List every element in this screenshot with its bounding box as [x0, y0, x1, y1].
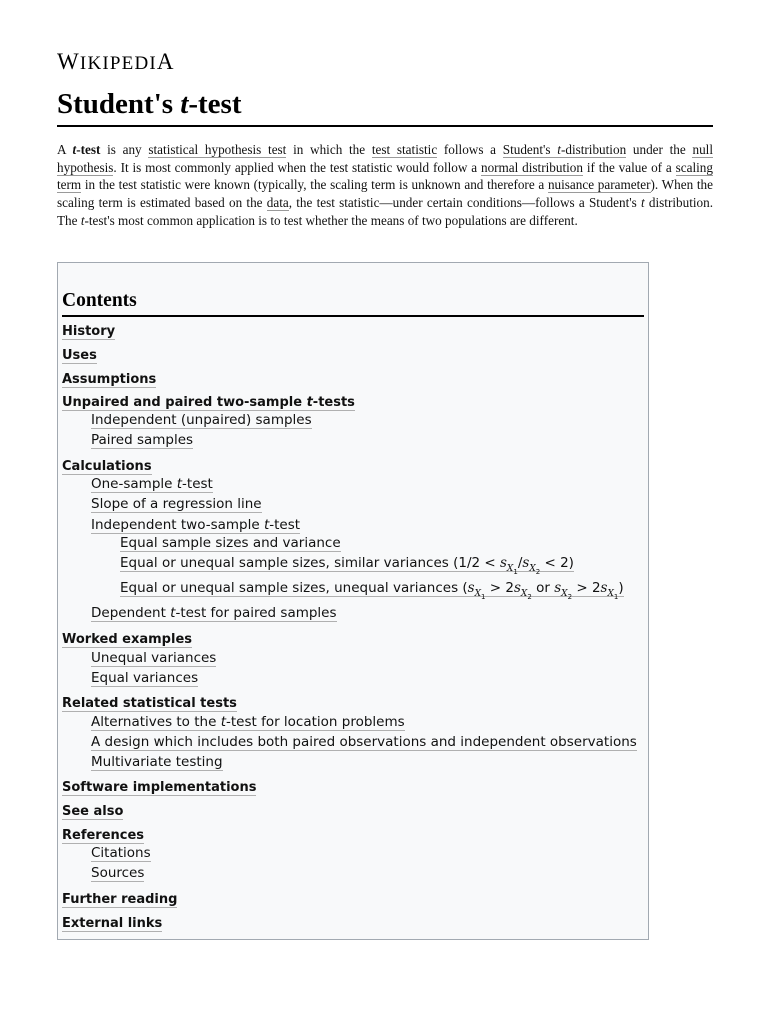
link-null-hypothesis[interactable]: null hypothesis [57, 142, 713, 175]
toc-item-references[interactable]: References [62, 828, 145, 843]
toc-item-unequal-variances[interactable]: Equal or unequal sample sizes, unequal variances ($s_{X_1} > 2s_{X_2}$ or $s_{X_2} > 2s_{X_1}$) [120, 580, 624, 601]
wikipedia-logo[interactable] [57, 49, 175, 75]
toc-item-external-links[interactable]: External links [62, 916, 163, 931]
link-statistical-hypothesis-test[interactable]: statistical hypothesis test [148, 142, 287, 157]
link-nuisance-parameter[interactable]: nuisance parameter [547, 177, 651, 193]
toc-item-related[interactable]: Related statistical tests [62, 696, 237, 711]
link-normal-distribution[interactable]: normal distribution [480, 159, 583, 175]
toc-item-unequal[interactable]: Unequal variances [91, 650, 217, 666]
toc-item-independent-two-sample[interactable]: Independent two-sample t-test [91, 517, 301, 533]
toc-item-software[interactable]: Software implementations [62, 780, 257, 795]
toc-item-worked-examples[interactable]: Worked examples [62, 632, 192, 647]
logo-text: IKIPEDI [79, 53, 157, 74]
logo-letter: W [57, 49, 80, 74]
toc-item-sources[interactable]: Sources [91, 865, 145, 881]
toc-item-uses[interactable]: Uses [62, 348, 97, 363]
toc-item-similar-variances[interactable]: Equal or unequal sample sizes, similar variances $(1/2 < s_{X_1}/s_{X_2} < 2)$ [120, 555, 574, 576]
toc-item-dependent[interactable]: Dependent t-test for paired samples [91, 605, 337, 621]
toc-item-slope[interactable]: Slope of a regression line [91, 496, 262, 512]
page-title: Student's t-test [57, 86, 713, 127]
toc-title: Contents [62, 289, 644, 317]
toc-item-paired-samples[interactable]: Paired samples [91, 432, 194, 448]
toc-item-alternatives[interactable]: Alternatives to the t-test for location problems [91, 714, 405, 730]
toc-item-unpaired-paired[interactable]: Unpaired and paired two-sample t-tests [62, 395, 355, 410]
toc-item-see-also[interactable]: See also [62, 804, 124, 819]
toc-item-one-sample[interactable]: One-sample t-test [91, 476, 213, 492]
table-of-contents [57, 262, 649, 940]
logo-letter: A [156, 49, 175, 74]
toc-item-design[interactable]: A design which includes both paired observations and independent observations [91, 734, 637, 750]
toc-item-independent-samples[interactable]: Independent (unpaired) samples [91, 412, 312, 428]
link-scaling-term[interactable]: scaling term [57, 159, 713, 193]
toc-item-history[interactable]: History [62, 324, 116, 339]
link-students-t-distribution[interactable]: Student's t-distribution [502, 142, 627, 157]
toc-item-equal-sizes[interactable]: Equal sample sizes and variance [120, 535, 341, 551]
toc-item-further-reading[interactable]: Further reading [62, 892, 178, 907]
link-test-statistic[interactable]: test statistic [371, 142, 438, 157]
link-data[interactable]: data [266, 195, 289, 211]
toc-item-citations[interactable]: Citations [91, 845, 151, 861]
toc-item-calculations[interactable]: Calculations [62, 459, 152, 474]
toc-item-assumptions[interactable]: Assumptions [62, 372, 157, 387]
intro-paragraph: A t-test is any statistical hypothesis test in which the test statistic follows a Student's t-distribution under the null hypothesis. It is most commonly applied when the test statistic would follow a normal distribution if the value of a scaling term in the test statistic were known (typically, the scaling term is unknown and therefore a nuisance parameter). When the scaling term is estimated based on the data, the test statistic—under certain conditions—follows a Student's t distribution. The t-test's most common application is to test whether the means of two populations are different. [57, 142, 714, 228]
toc-item-multivariate[interactable]: Multivariate testing [91, 754, 223, 770]
toc-item-equal[interactable]: Equal variances [91, 670, 199, 686]
